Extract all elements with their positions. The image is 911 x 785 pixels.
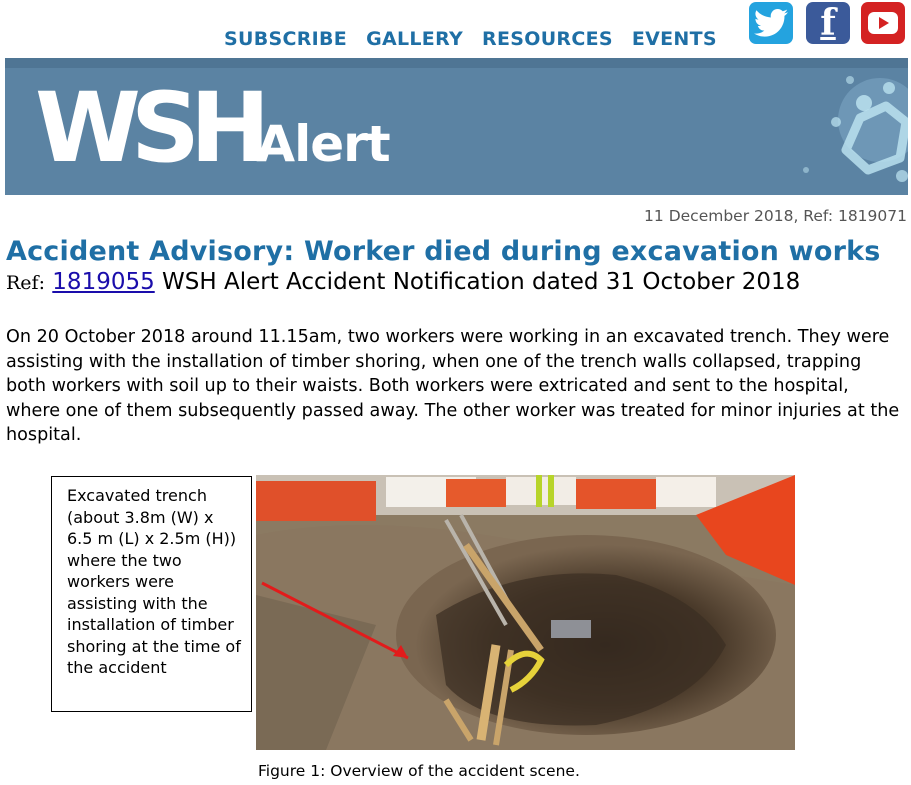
nav-resources-link[interactable]: RESOURCES [482,28,613,50]
top-navigation [0,0,911,58]
facebook-glyph: f [820,2,836,44]
ref-label: Ref: [6,272,45,294]
wsh-alert-banner [5,58,908,195]
nav-gallery-link[interactable]: GALLERY [366,28,464,50]
ref-text: WSH Alert Accident Notification dated 31 October 2018 [162,269,801,295]
twitter-icon[interactable] [749,2,793,44]
nav-links [224,28,717,50]
issue-date-ref: 11 December 2018, Ref: 1819071 [644,207,907,225]
logo-main: WSH [35,72,261,184]
youtube-icon[interactable] [861,2,905,44]
wsh-alert-logo [35,72,390,184]
nav-subscribe-link[interactable]: SUBSCRIBE [224,28,348,50]
reference-line [6,269,800,295]
banner-decoration-icon [768,58,908,195]
figure-callout-box: Excavated trench (about 3.8m (W) x 6.5 m (L) x 2.5m (H)) where the two workers were assisting with the installation of timber shoring at the time of the accident [51,476,252,712]
logo-sub: Alert [256,115,390,173]
article-title: Accident Advisory: Worker died during excavation works [6,236,881,267]
article-body: On 20 October 2018 around 11.15am, two workers were working in an excavated trench. They were assisting with the installation of timber shoring, when one of the trench walls collapsed, trapping both workers with soil up to their waists. Both workers were extricated and sent to the hospital, where one of them subsequently passed away. The other worker was treated for minor injuries at the hospital. [6,327,900,445]
nav-events-link[interactable]: EVENTS [631,28,717,50]
ref-link[interactable]: 1819055 [52,269,155,295]
accident-scene-photo [256,475,795,750]
facebook-icon[interactable] [806,2,850,44]
figure-caption: Figure 1: Overview of the accident scene. [258,762,580,780]
